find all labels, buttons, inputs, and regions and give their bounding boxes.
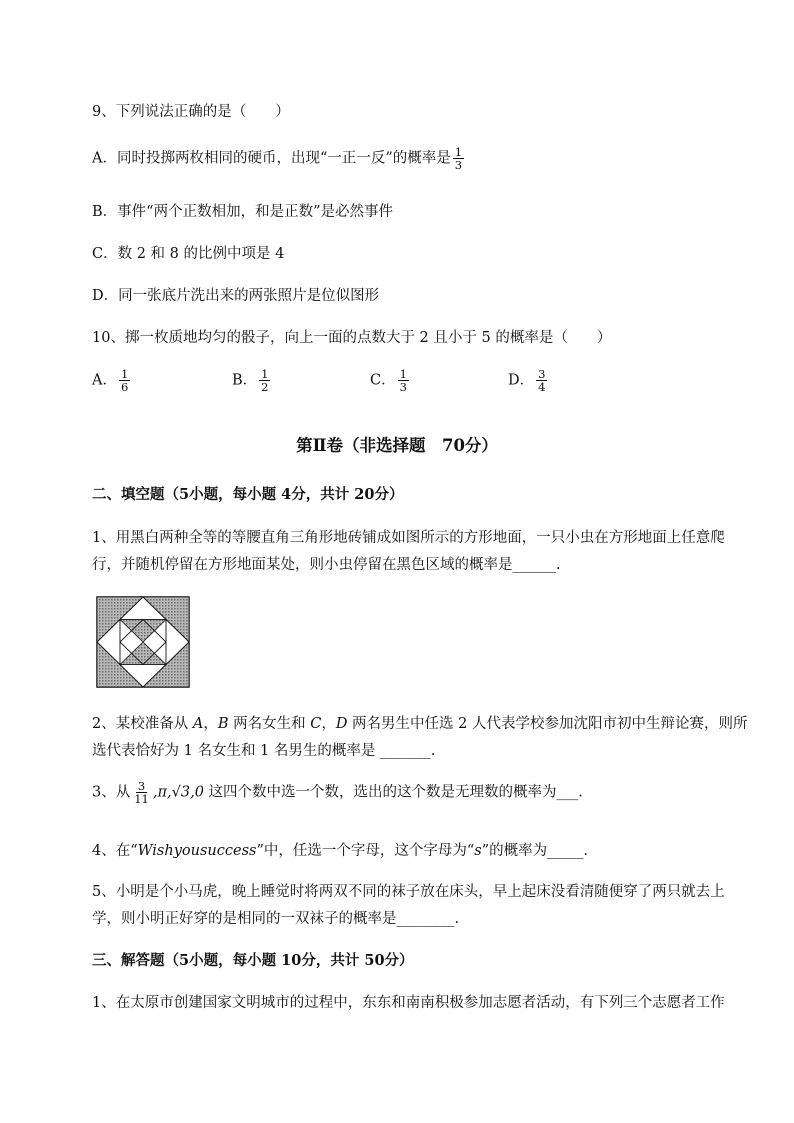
fill-q1-line1: 1、用黑白两种全等的等腰直角三角形地砖铺成如图所示的方形地面，一只小虫在方形地面上任意爬 <box>92 530 725 546</box>
solve-q1-line1: 1、在太原市创建国家文明城市的过程中，东东和南南积极参加志愿者活动，有下列三个志愿者工作 <box>92 995 725 1011</box>
q10-option-a: A． $\frac{1}{6}$ <box>92 367 129 395</box>
fill-q1-line2: 行，并随机停留在方形地面某处，则小虫停留在黑色区域的概率是______. <box>92 557 561 573</box>
q10-option-b: B． $\frac{1}{2}$ <box>232 367 269 395</box>
fill-q5-line1: 5、小明是个小马虎，晚上睡觉时将两双不同的袜子放在床头，早上起床没看清随便穿了两只就去上 <box>92 884 725 900</box>
q9-stem: 9、下列说法正确的是（ ） <box>92 104 290 120</box>
fill-q2-line2: 选代表恰好为 1 名女生和 1 名男生的概率是 _______. <box>92 743 436 759</box>
q9-option-c: C．数 2 和 8 的比例中项是 4 <box>92 246 285 262</box>
fill-q3: 3、从 $\frac{3}{11}$ ,π,√3,0 这四个数中选一个数，选出的这个数是无理数的概率为___. <box>92 779 583 807</box>
fill-q4: 4、在“Wishyousuccess”中，任选一个字母，这个字母为“s”的概率为_____. <box>92 843 589 859</box>
q9-option-d: D．同一张底片洗出来的两张照片是位似图形 <box>92 288 380 304</box>
fill-q2-line1: 2、某校准备从 A，B 两名女生和 C，D 两名男生中任选 2 人代表学校参加沈阳市初中生辩论赛，则所 <box>92 716 748 732</box>
solve-heading: 三、解答题（5小题，每小题 10分，共计 50分） <box>92 952 414 969</box>
fill-q5-line2: 学，则小明正好穿的是相同的一双袜子的概率是________. <box>92 911 460 927</box>
q9-option-a: A．同时投掷两枚相同的硬币，出现“一正一反”的概率是 $\frac{1}{3}$ <box>92 145 463 173</box>
q9-a-fraction: $\frac{1}{3}$ <box>454 145 463 173</box>
fill-heading: 二、填空题（5小题，每小题 4分，共计 20分） <box>92 486 404 503</box>
tile-figure <box>96 596 190 688</box>
q9-option-b: B．事件“两个正数相加，和是正数”是必然事件 <box>92 204 393 220</box>
q10-option-d: D． $\frac{3}{4}$ <box>508 367 546 395</box>
q10-stem: 10、掷一枚质地均匀的骰子，向上一面的点数大于 2 且小于 5 的概率是（ ） <box>92 330 612 346</box>
section-2-title: 第Ⅱ卷（非选择题 70分） <box>296 436 498 455</box>
q10-option-c: C． $\frac{1}{3}$ <box>370 367 407 395</box>
